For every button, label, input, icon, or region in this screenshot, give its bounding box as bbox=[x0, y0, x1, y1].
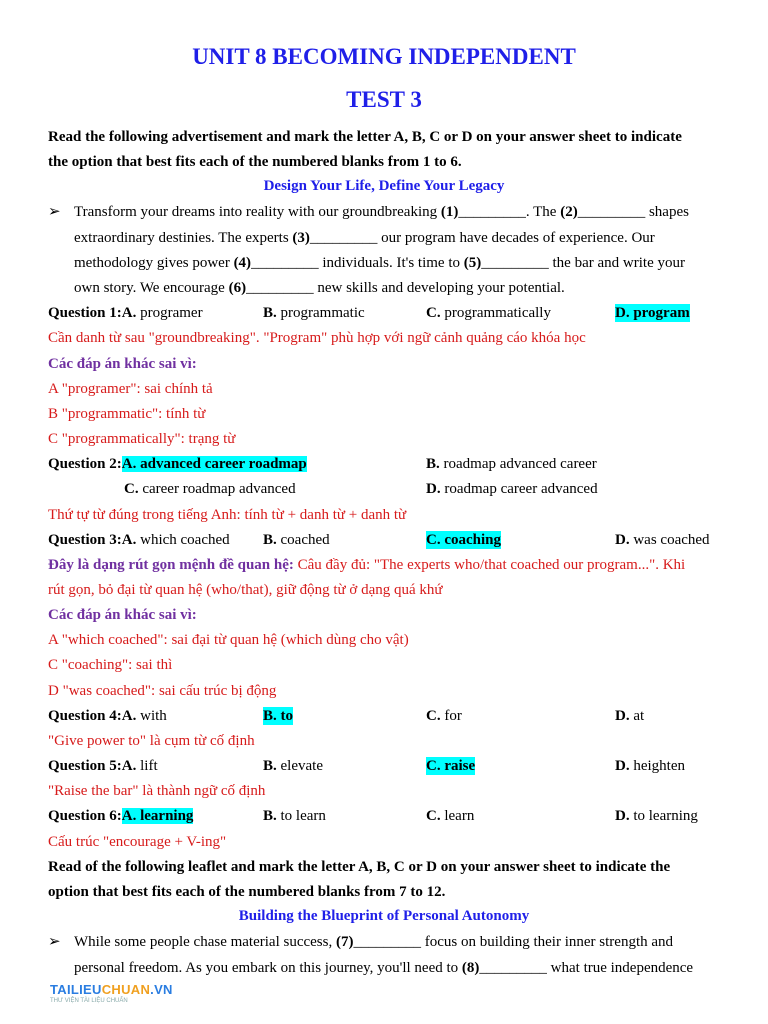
option-c: C. learn bbox=[426, 808, 475, 824]
correct-answer: A. advanced career roadmap bbox=[121, 456, 307, 472]
instruction-line: option that best fits each of the numbered blanks from 7 to 12. bbox=[48, 884, 446, 900]
section-heading: Các đáp án khác sai vì: bbox=[48, 607, 197, 623]
question-1: Question 1:A. programer bbox=[48, 305, 203, 321]
option-d: D. at bbox=[615, 708, 645, 724]
passage-line: While some people chase material success, (7)_________ focus on building their inner strength and bbox=[74, 934, 674, 950]
passage-line: own story. We encourage (6)_________ new skills and developing your potential. bbox=[74, 280, 565, 296]
correct-answer: C. raise bbox=[426, 758, 476, 774]
correct-answer: C. coaching bbox=[426, 532, 501, 548]
passage-line: Transform your dreams into reality with our groundbreaking (1)_________. The (2)_________ shapes bbox=[74, 204, 689, 220]
question-5: Question 5:A. lift bbox=[48, 758, 158, 774]
instruction-line: Read of the following leaflet and mark the letter A, B, C or D on your answer sheet to indicate the bbox=[48, 859, 671, 875]
site-logo: TAILIEUCHUAN.VN bbox=[50, 982, 173, 997]
option-c: C. for bbox=[426, 708, 462, 724]
explanation: Cần danh từ sau "groundbreaking". "Program" phù hợp với ngữ cảnh quảng cáo khóa học bbox=[48, 330, 586, 346]
wrong-reason: A "which coached": sai đại từ quan hệ (which dùng cho vật) bbox=[48, 632, 409, 648]
wrong-reason: B "programmatic": tính từ bbox=[48, 406, 206, 422]
option-d: D. to learning bbox=[615, 808, 698, 824]
question-2: Question 2:A. advanced career roadmap bbox=[48, 456, 307, 472]
option-d: D. was coached bbox=[615, 532, 710, 548]
explanation: "Raise the bar" là thành ngữ cố định bbox=[48, 783, 266, 799]
passage-line: personal freedom. As you embark on this journey, you'll need to (8)_________ what true independence bbox=[74, 960, 694, 976]
option-b: B. elevate bbox=[263, 758, 323, 774]
section-heading: Các đáp án khác sai vì: bbox=[48, 356, 197, 372]
explanation: Thứ tự từ đúng trong tiếng Anh: tính từ + danh từ + danh từ bbox=[48, 507, 407, 523]
wrong-reason: D "was coached": sai cấu trúc bị động bbox=[48, 683, 277, 699]
arrow-bullet-icon: ➢ bbox=[48, 934, 61, 950]
explanation: Cấu trúc "encourage + V-ing" bbox=[48, 834, 227, 850]
page-title: UNIT 8 BECOMING INDEPENDENT bbox=[192, 44, 576, 69]
option-c: C. programmatically bbox=[426, 305, 551, 321]
option-b: B. to learn bbox=[263, 808, 326, 824]
passage-line: methodology gives power (4)_________ individuals. It's time to (5)_________ the bar and write your bbox=[74, 255, 685, 271]
question-6: Question 6:A. learning bbox=[48, 808, 194, 824]
option-d: D. roadmap career advanced bbox=[426, 481, 598, 497]
question-4: Question 4:A. with bbox=[48, 708, 167, 724]
explanation: "Give power to" là cụm từ cố định bbox=[48, 733, 255, 749]
option-b: B. programmatic bbox=[263, 305, 365, 321]
option-b: B. coached bbox=[263, 532, 330, 548]
question-3: Question 3:A. which coached bbox=[48, 532, 230, 548]
instruction-line: the option that best fits each of the numbered blanks from 1 to 6. bbox=[48, 154, 462, 170]
instruction-line: Read the following advertisement and mark the letter A, B, C or D on your answer sheet to indicate bbox=[48, 129, 682, 145]
passage-title: Design Your Life, Define Your Legacy bbox=[263, 178, 505, 194]
explanation: rút gọn, bỏ đại từ quan hệ (who/that), giữ động từ ở dạng quá khứ bbox=[48, 582, 443, 598]
passage-title: Building the Blueprint of Personal Autonomy bbox=[238, 908, 530, 924]
option-b: B. roadmap advanced career bbox=[426, 456, 597, 472]
explanation: Đây là dạng rút gọn mệnh đề quan hệ: Câu đầy đủ: "The experts who/that coached our program...". Khi bbox=[48, 557, 686, 573]
correct-answer: A. learning bbox=[121, 808, 194, 824]
wrong-reason: C "coaching": sai thì bbox=[48, 657, 173, 673]
correct-answer: D. program bbox=[615, 305, 690, 321]
option-d: D. heighten bbox=[615, 758, 685, 774]
arrow-bullet-icon: ➢ bbox=[48, 204, 61, 220]
correct-answer: B. to bbox=[263, 708, 293, 724]
wrong-reason: C "programmatically": trạng từ bbox=[48, 431, 236, 447]
wrong-reason: A "programer": sai chính tả bbox=[48, 381, 213, 397]
passage-line: extraordinary destinies. The experts (3)_________ our program have decades of experience. Our bbox=[74, 230, 655, 246]
logo-tagline: THƯ VIỆN TÀI LIỆU CHUẨN bbox=[50, 998, 128, 1004]
page-subtitle: TEST 3 bbox=[346, 87, 422, 112]
option-c: C. career roadmap advanced bbox=[124, 481, 296, 497]
